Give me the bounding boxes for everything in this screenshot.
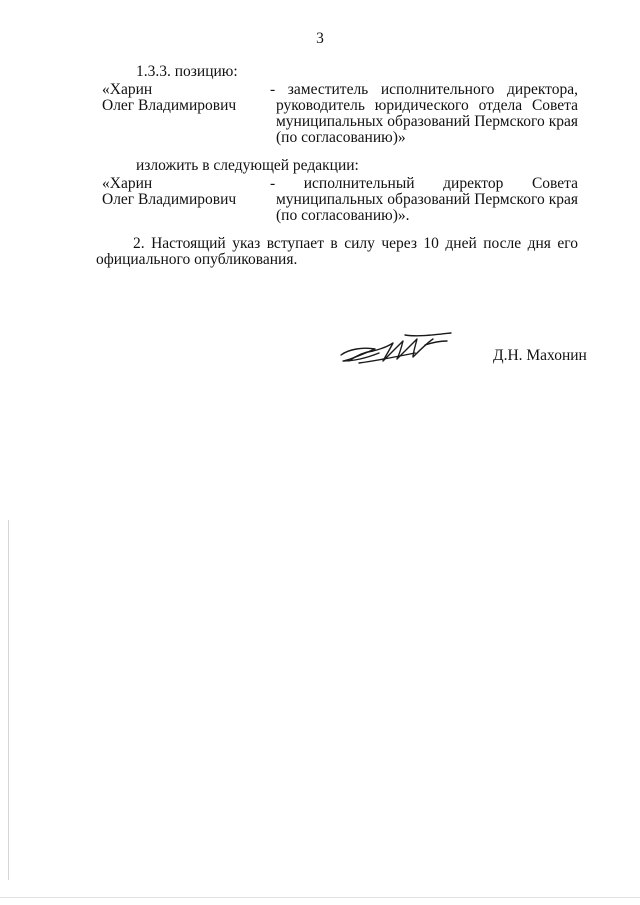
clause-2-line-1: 2. Настоящий указ вступает в силу через 10 дней после дня его	[133, 235, 578, 252]
new-entry-desc-line-3: (по согласованию)».	[276, 207, 410, 224]
new-entry-name-line-2: Олег Владимирович	[102, 191, 237, 208]
scan-edge-bottom	[0, 897, 640, 898]
handwritten-signature	[335, 325, 455, 370]
old-entry-name-line-1: «Харин	[102, 81, 153, 98]
new-entry-name-line-1: «Харин	[102, 175, 153, 192]
restate-instruction: изложить в следующей редакции:	[136, 157, 359, 174]
clause-2-line-2: официального опубликования.	[96, 251, 298, 268]
new-entry-desc-line-2: муниципальных образований Пермского края	[276, 191, 578, 208]
old-entry-desc-line-4: (по согласованию)»	[276, 129, 406, 146]
old-entry-desc-line-3: муниципальных образований Пермского края	[276, 113, 578, 130]
new-entry-desc-line-1: - исполнительный директор Совета	[270, 175, 578, 192]
page-number: 3	[316, 30, 324, 47]
scan-edge-left	[8, 520, 9, 880]
signatory-name: Д.Н. Махонин	[493, 347, 587, 364]
old-entry-desc-line-2: руководитель юридического отдела Совета	[276, 97, 578, 114]
old-entry-name-line-2: Олег Владимирович	[102, 97, 237, 114]
old-entry-desc-line-1: - заместитель исполнительного директора,	[270, 81, 578, 98]
clause-1-3-3-heading: 1.3.3. позицию:	[136, 63, 238, 80]
